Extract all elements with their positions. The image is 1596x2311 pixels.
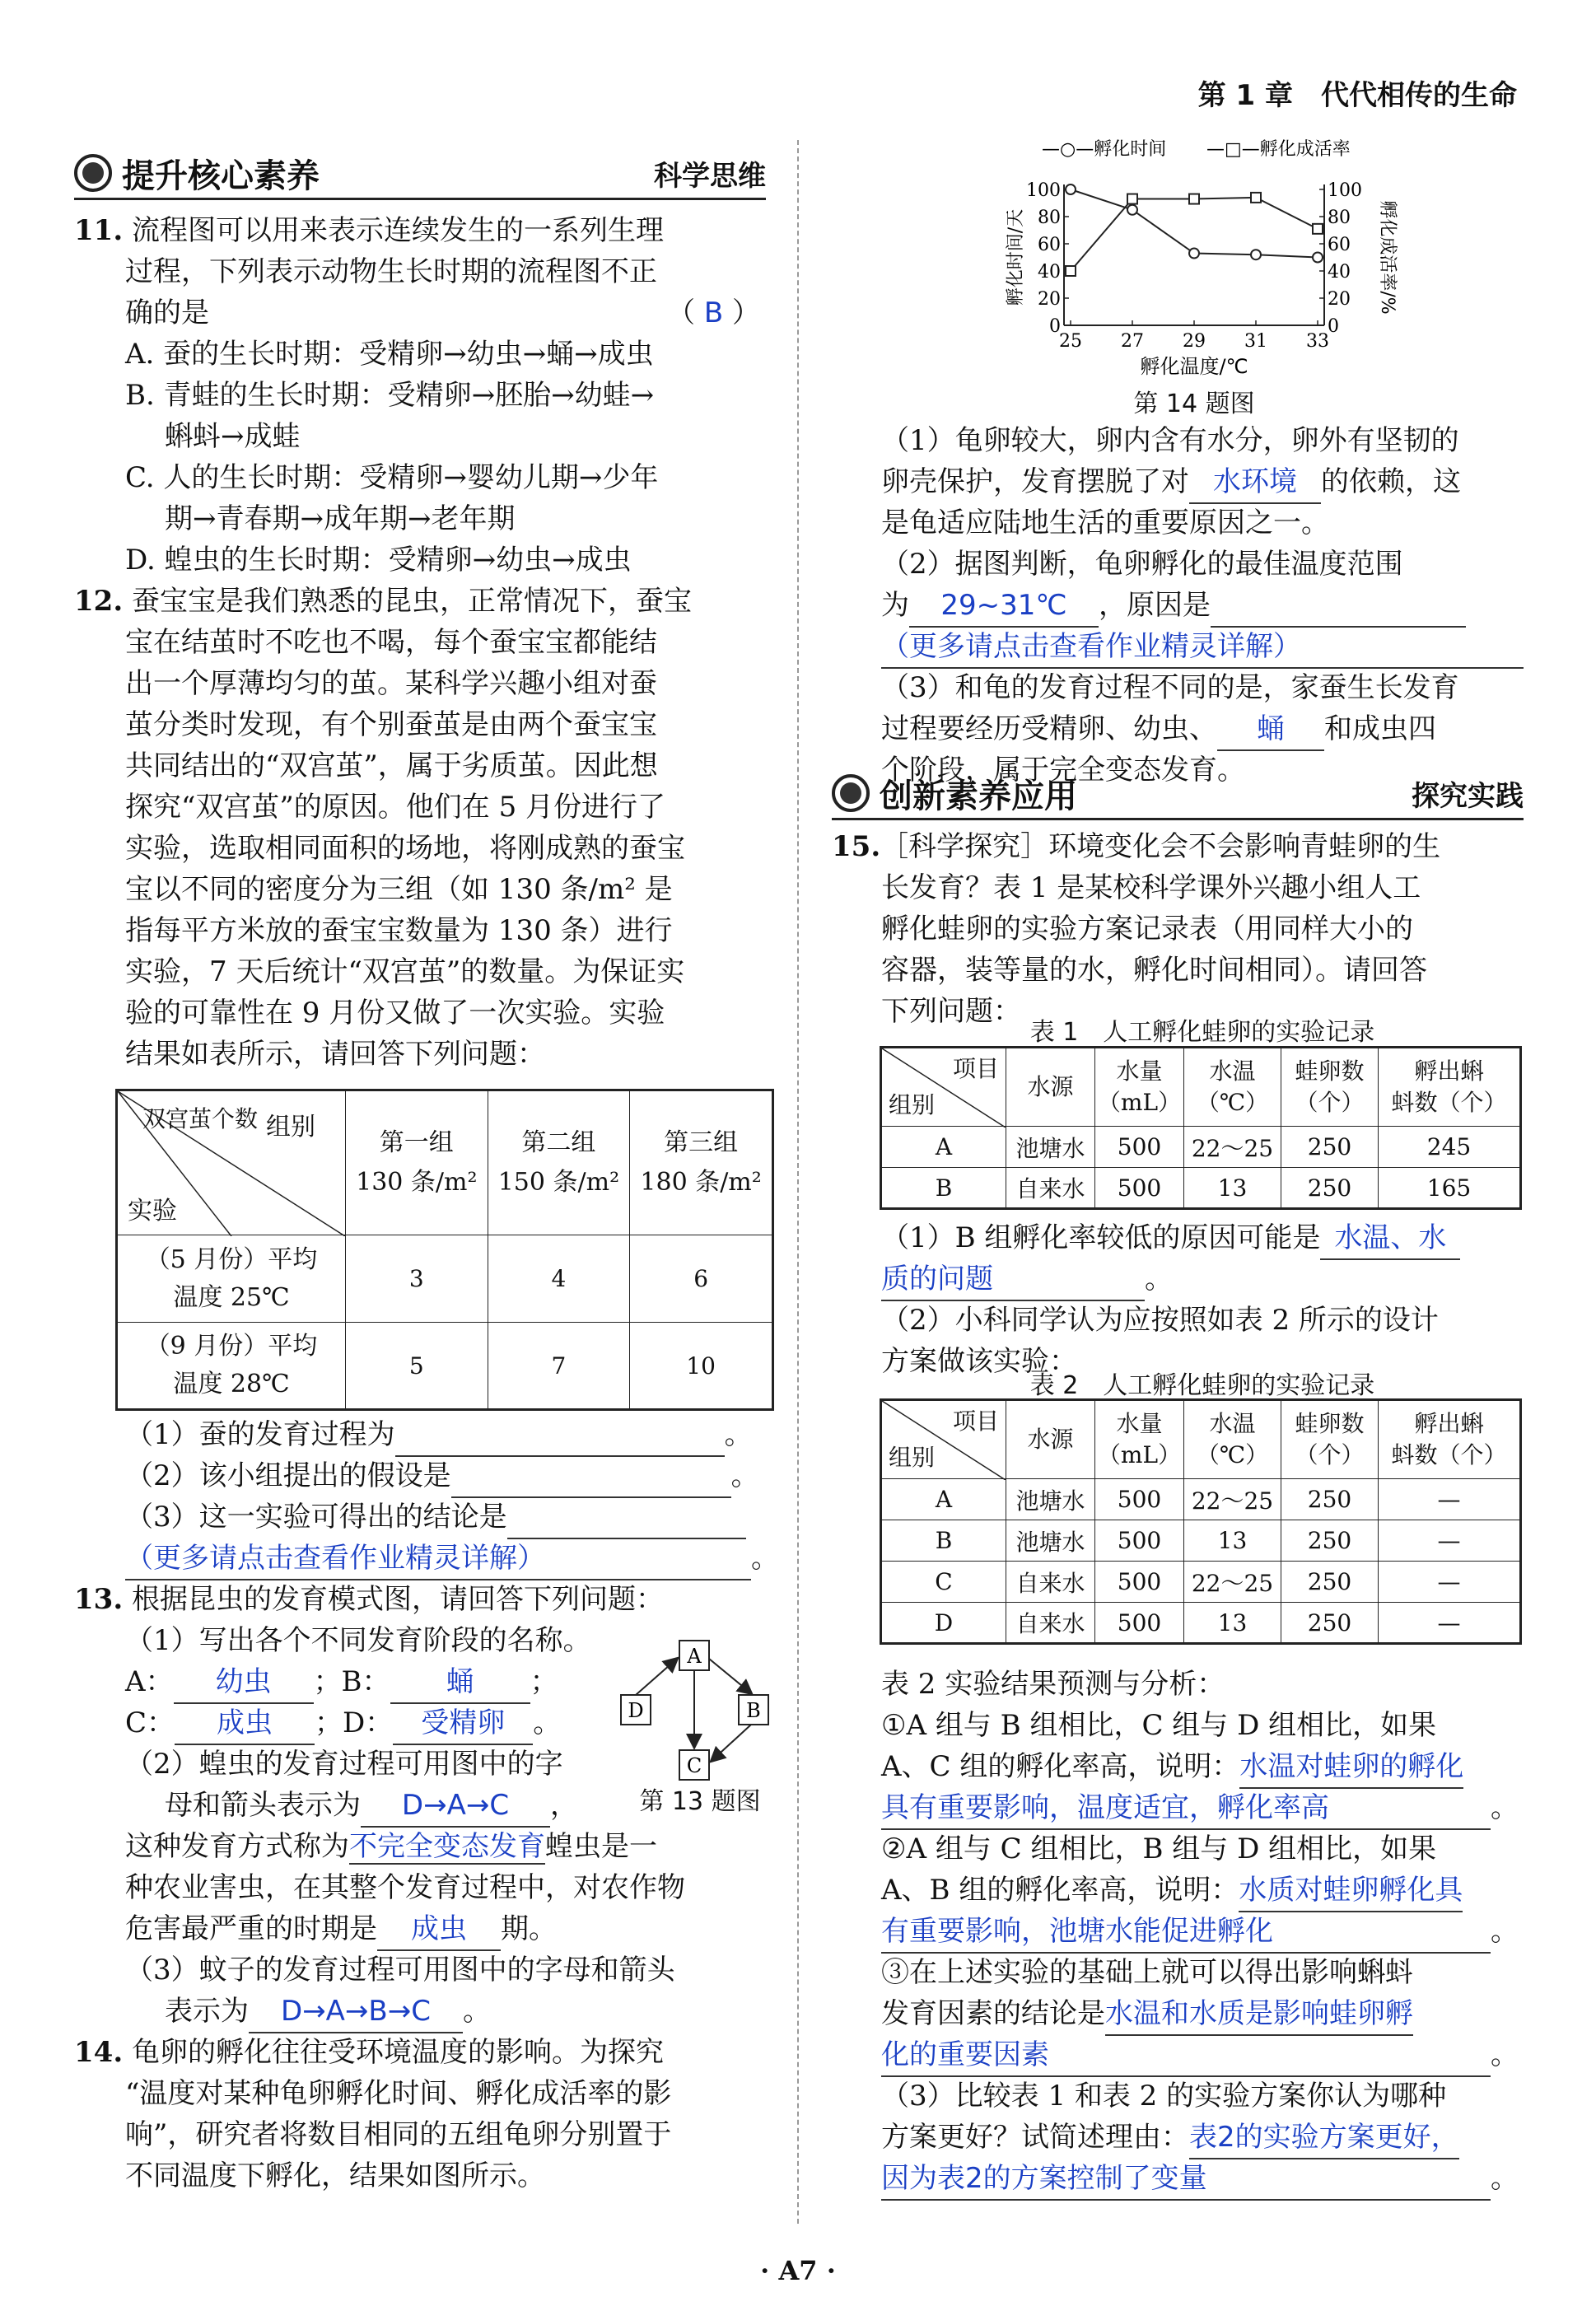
q15-s1: （1）B 组孵化率较低的原因可能是 水温、水 — [881, 1217, 1460, 1260]
table-cell: 22～25 — [1184, 1127, 1281, 1168]
table-cell: 250 — [1281, 1127, 1379, 1168]
q15-s2b: 方案做该实验： — [881, 1345, 1077, 1378]
q15-line: 下列问题： — [881, 995, 1021, 1028]
col-header: 孵出蝌 蚪数（个） — [1379, 1400, 1521, 1479]
table-row — [881, 1479, 1521, 1520]
data-point-square — [1189, 194, 1199, 204]
data-point-square — [1127, 194, 1137, 204]
q11-option-b: B. 青蛙的生长时期：受精卵→胚胎→幼蛙→ — [125, 379, 655, 412]
section-tag: 科学思维 — [654, 159, 766, 193]
q12-line: 宝以不同的密度分为三组（如 130 条/m² 是 — [125, 873, 673, 906]
table-cell: 7 — [488, 1323, 630, 1410]
table-row — [881, 1562, 1521, 1603]
q15-line: 长发育？表 1 是某校科学课外兴趣小组人工 — [881, 871, 1421, 904]
table-cell: 500 — [1095, 1168, 1184, 1209]
table-corner-cell — [117, 1090, 346, 1235]
col-header: 水量 （mL） — [1095, 1400, 1184, 1479]
table-cell: 500 — [1095, 1520, 1184, 1562]
q12-line: 共同结出的“双宫茧”，属于劣质茧。因此想 — [125, 749, 658, 782]
table-row — [881, 1127, 1521, 1168]
col-header: 孵出蝌 蚪数（个） — [1379, 1048, 1521, 1127]
table-cell: 13 — [1184, 1603, 1281, 1644]
table-cell: — — [1379, 1479, 1521, 1520]
node-a-label: A — [687, 1645, 702, 1668]
corner-bottom-label: 实验 — [128, 1197, 177, 1226]
corner-top-label: 项目 — [952, 1055, 999, 1082]
y-tick-label-left: 80 — [1038, 208, 1061, 228]
more-link[interactable]: （更多请点击查看作业精灵详解） — [125, 1538, 751, 1580]
table-cell: 22～25 — [1184, 1562, 1281, 1603]
table-cell: 13 — [1184, 1520, 1281, 1562]
q11-answer: B — [703, 296, 724, 329]
row-label: （9 月份）平均 温度 28℃ — [117, 1323, 346, 1410]
col-header: 水源 — [1006, 1048, 1095, 1127]
col-header: 蛙卵数 （个） — [1281, 1048, 1379, 1127]
q12-more[interactable]: （更多请点击查看作业精灵详解） 。 — [125, 1538, 779, 1580]
q13-s2e: 危害最严重的时期是 成虫 期。 — [125, 1908, 557, 1951]
table1-title: 表 1 人工孵化蛙卵的实验记录 — [1029, 1018, 1375, 1047]
q15-s2a: （2）小科同学认为应按照如表 2 所示的设计 — [881, 1304, 1439, 1337]
q13-s3b: 表示为 D→A→B→C 。 — [165, 1991, 491, 2033]
table-cell: 245 — [1379, 1127, 1521, 1168]
table-cell: C — [881, 1562, 1006, 1603]
q15-pred: 表 2 实验结果预测与分析： — [881, 1668, 1225, 1701]
table-cell: — — [1379, 1603, 1521, 1644]
table-cell: 5 — [346, 1323, 488, 1410]
y-tick-label-right: 100 — [1328, 180, 1362, 201]
col-header: 水温 （℃） — [1184, 1400, 1281, 1479]
table-cell: 6 — [630, 1235, 773, 1323]
y-tick-label-left: 60 — [1038, 235, 1061, 255]
section-tag: 探究实践 — [1412, 779, 1524, 813]
q12-line: 结果如表所示，请回答下列问题： — [125, 1038, 545, 1071]
q13-s2d: 种农业害虫，在其整个发育过程中，对农作物 — [125, 1871, 685, 1904]
q14-line1: 14. 龟卵的孵化往往受环境温度的影响。为探究 — [74, 2036, 664, 2069]
table-cell: 池塘水 — [1006, 1127, 1095, 1168]
y-tick-label-left: 20 — [1038, 289, 1061, 310]
q12-line: 茧分类时发现，有个别蚕茧是由两个蚕宝宝 — [125, 708, 657, 741]
chapter-header: 第 1 章 代代相传的生命 — [1197, 79, 1517, 112]
q15-s3c: 因为表2的方案控制了变量 。 — [881, 2158, 1519, 2201]
section-bullet-icon — [832, 774, 870, 812]
q14-line-chart — [988, 132, 1400, 412]
x-axis-label: 孵化温度/℃ — [1140, 355, 1248, 378]
table-row — [881, 1168, 1521, 1209]
y-tick-label-right: 80 — [1328, 208, 1351, 228]
q15-p1c: 具有重要影响，温度适宜，孵化率高 。 — [881, 1787, 1519, 1830]
series-line-1 — [1071, 198, 1318, 271]
q12-number: 12. — [74, 585, 124, 618]
q13-s2c: 这种发育方式称为不完全变态发育蝗虫是一 — [125, 1830, 657, 1863]
corner-top-label: 项目 — [952, 1408, 999, 1435]
page-number: · A7 · — [760, 2255, 836, 2286]
table-cell: 10 — [630, 1323, 773, 1410]
table-cell: — — [1379, 1520, 1521, 1562]
q15-p3b: 发育因素的结论是水温和水质是影响蛙卵孵 — [881, 1993, 1413, 2036]
q11-line3: 确的是 — [125, 296, 209, 329]
corner-top-label: 组别 — [266, 1113, 315, 1141]
x-tick-label: 31 — [1244, 331, 1267, 352]
data-point-circle — [1313, 253, 1323, 263]
table-cell: 13 — [1184, 1168, 1281, 1209]
data-point-square — [1066, 266, 1076, 276]
column-divider — [797, 140, 799, 2224]
q14-s2a: （2）据图判断，龟卵孵化的最佳温度范围 — [881, 548, 1403, 581]
table-cell: 自来水 — [1006, 1168, 1095, 1209]
q15-line1: 15.［科学探究］环境变化会不会影响青蛙卵的生 — [832, 830, 1441, 863]
table-cell: 池塘水 — [1006, 1479, 1095, 1520]
table-cell: 250 — [1281, 1562, 1379, 1603]
more-link[interactable]: （更多请点击查看作业精灵详解） — [881, 626, 1524, 669]
table-cell: 3 — [346, 1235, 488, 1323]
q13-s1: （1）写出各个不同发育阶段的名称。 — [125, 1624, 591, 1657]
q12-line: 探究“双宫茧”的原因。他们在 5 月份进行了 — [125, 791, 666, 824]
data-point-square — [1313, 224, 1323, 234]
q15-table2 — [880, 1398, 1522, 1645]
table-cell: A — [881, 1127, 1006, 1168]
data-point-circle — [1251, 250, 1261, 259]
q15-s3a: （3）比较表 1 和表 2 的实验方案你认为哪种 — [881, 2080, 1447, 2113]
q11-number: 11. — [74, 214, 124, 247]
corner-bottom-label: 组别 — [889, 1091, 936, 1118]
q11-option-b-cont: 蝌蚪→成蛙 — [165, 420, 301, 453]
q11-option-d: D. 蝗虫的生长时期：受精卵→幼虫→成虫 — [125, 544, 632, 577]
q13-intro: 13. 根据昆虫的发育模式图，请回答下列问题： — [74, 1583, 664, 1616]
table-corner-cell — [881, 1400, 1006, 1479]
section-title: 创新素养应用 — [880, 777, 1077, 815]
table-cell: 自来水 — [1006, 1603, 1095, 1644]
table-cell: 500 — [1095, 1127, 1184, 1168]
y-axis-label-right: 孵化成活率/% — [1377, 200, 1398, 315]
x-tick-label: 29 — [1183, 331, 1206, 352]
q14-line: “温度对某种龟卵孵化时间、孵化成活率的影 — [125, 2077, 672, 2110]
y-tick-label-left: 40 — [1038, 262, 1061, 282]
x-tick-label: 25 — [1059, 331, 1082, 352]
q12-line: 验的可靠性在 9 月份又做了一次实验。实验 — [125, 997, 665, 1029]
table-row — [881, 1520, 1521, 1562]
q11-answer-paren: （ B ） — [667, 296, 760, 329]
table-cell: 250 — [1281, 1520, 1379, 1562]
y-tick-label-right: 60 — [1328, 235, 1351, 255]
q12-line: 指每平方米放的蚕宝宝数量为 130 条）进行 — [125, 914, 673, 947]
q15-line: 容器，装等量的水，孵化时间相同）。请回答 — [881, 954, 1427, 987]
table-cell: B — [881, 1520, 1006, 1562]
q14-line: 不同温度下孵化，结果如图所示。 — [125, 2159, 545, 2192]
q13-cycle-diagram — [619, 1639, 776, 1787]
q12-line: 出一个厚薄均匀的茧。某科学兴趣小组对蚕 — [125, 667, 657, 700]
col-header: 水源 — [1006, 1400, 1095, 1479]
q15-p1b: A、C 组的孵化率高，说明：水温对蛙卵的孵化 — [881, 1746, 1463, 1789]
q12-line1: 12. 蚕宝宝是我们熟悉的昆虫，正常情况下，蚕宝 — [74, 585, 692, 618]
table-cell: 22～25 — [1184, 1479, 1281, 1520]
node-b-label: B — [746, 1699, 761, 1722]
section-title: 提升核心素养 — [122, 156, 320, 195]
table-cell: 自来水 — [1006, 1562, 1095, 1603]
q12-sub1: （1）蚕的发育过程为 。 — [125, 1414, 753, 1457]
group-header: 第一组 130 条/m² — [346, 1090, 488, 1235]
data-point-square — [1251, 193, 1261, 203]
table2-title: 表 2 人工孵化蛙卵的实验记录 — [1029, 1371, 1375, 1400]
table-cell: 池塘水 — [1006, 1520, 1095, 1562]
table-cell: D — [881, 1603, 1006, 1644]
q14-s1c: 是龟适应陆地生活的重要原因之一。 — [881, 507, 1329, 539]
y-axis-label-left: 孵化时间/天 — [1006, 208, 1026, 306]
q12-sub2: （2）该小组提出的假设是 。 — [125, 1455, 759, 1498]
q13-s3a: （3）蚊子的发育过程可用图中的字母和箭头 — [125, 1954, 675, 1987]
table-row — [881, 1603, 1521, 1644]
q12-line: 宝在结茧时不吃也不喝，每个蚕宝宝都能结 — [125, 626, 657, 659]
q12-line: 实验，选取相同面积的场地，将刚成熟的蚕宝 — [125, 832, 685, 865]
x-tick-label: 27 — [1121, 331, 1144, 352]
y-tick-label-right: 40 — [1328, 262, 1351, 282]
row-label: （5 月份）平均 温度 25℃ — [117, 1235, 346, 1323]
data-point-circle — [1066, 184, 1076, 194]
table-cell: 500 — [1095, 1603, 1184, 1644]
q11-option-a: A. 蚕的生长时期：受精卵→幼虫→蛹→成虫 — [125, 338, 654, 371]
table-cell: 500 — [1095, 1479, 1184, 1520]
q15-line: 孵化蛙卵的实验方案记录表（用同样大小的 — [881, 913, 1413, 945]
q14-more[interactable] — [881, 626, 1524, 669]
col-header: 水温 （℃） — [1184, 1048, 1281, 1127]
q12-line: 实验，7 天后统计“双宫茧”的数量。为保证实 — [125, 955, 685, 988]
table-cell: B — [881, 1168, 1006, 1209]
table-cell: 4 — [488, 1235, 630, 1323]
node-d-label: D — [628, 1699, 644, 1722]
q12-sub3: （3）这一实验可得出的结论是 — [125, 1496, 746, 1539]
q13-cd: C： 成虫 ；D： 受精卵 。 — [125, 1702, 561, 1745]
y-tick-label-right: 20 — [1328, 289, 1351, 310]
q14-s3c: 个阶段，属于完全变态发育。 — [881, 754, 1245, 787]
y-tick-label-left: 0 — [1049, 316, 1061, 337]
table-cell: 165 — [1379, 1168, 1521, 1209]
q15-p2a: ②A 组与 C 组相比，B 组与 D 组相比，如果 — [881, 1832, 1437, 1865]
q11-option-c: C. 人的生长时期：受精卵→婴幼儿期→少年 — [125, 461, 659, 494]
q13-ab: A： 幼虫 ；B： 蛹 ； — [125, 1661, 558, 1704]
data-point-circle — [1189, 249, 1199, 259]
q14-s1b: 卵壳保护，发育摆脱了对 水环境 的依赖，这 — [881, 461, 1461, 504]
q15-p3a: ③在上述实验的基础上就可以得出影响蝌蚪 — [881, 1956, 1413, 1989]
chart-caption: 第 14 题图 — [1133, 390, 1255, 418]
group-header: 第三组 180 条/m² — [630, 1090, 773, 1235]
q11-line1 — [74, 210, 664, 251]
q12-table — [115, 1089, 774, 1411]
q14-line: 响”，研究者将数目相同的五组龟卵分别置于 — [125, 2118, 672, 2151]
legend-entry: —○—孵化时间 — [1042, 139, 1167, 160]
y-tick-label-left: 100 — [1026, 180, 1061, 201]
col-header: 蛙卵数 （个） — [1281, 1400, 1379, 1479]
q15-s1-cont: 质的问题 。 — [881, 1258, 1173, 1301]
y-tick-label-right: 0 — [1328, 316, 1339, 337]
group-header: 第二组 150 条/m² — [488, 1090, 630, 1235]
table-cell: 250 — [1281, 1603, 1379, 1644]
q13-caption: 第 13 题图 — [639, 1787, 761, 1816]
col-header: 水量 （mL） — [1095, 1048, 1184, 1127]
section-header-innovation — [832, 768, 1524, 820]
q15-table1 — [880, 1046, 1522, 1210]
table-cell: A — [881, 1479, 1006, 1520]
q11-line2: 过程，下列表示动物生长时期的流程图不正 — [125, 255, 657, 288]
table-cell: 500 — [1095, 1562, 1184, 1603]
q14-s2b: 为 29~31℃ ，原因是 — [881, 585, 1466, 628]
q14-s1a: （1）龟卵较大，卵内含有水分，卵外有坚韧的 — [881, 424, 1459, 457]
legend-entry: —□—孵化成活率 — [1206, 139, 1351, 160]
section-bullet-icon — [74, 154, 112, 192]
table-cell: — — [1379, 1562, 1521, 1603]
q15-p3c: 化的重要因素 。 — [881, 2034, 1519, 2077]
section-header-core — [74, 148, 766, 200]
q15-p2b: A、B 组的孵化率高，说明：水质对蛙卵孵化具 — [881, 1870, 1463, 1912]
q11-text: 流程图可以用来表示连续发生的一系列生理 — [131, 214, 664, 247]
q15-p1a: ①A 组与 B 组相比，C 组与 D 组相比，如果 — [881, 1709, 1437, 1742]
q13-s2b: 母和箭头表示为 D→A→C ， — [165, 1785, 578, 1828]
q13-s2a: （2）蝗虫的发育过程可用图中的字 — [125, 1748, 563, 1781]
data-point-circle — [1127, 205, 1137, 215]
table-cell: 250 — [1281, 1168, 1379, 1209]
x-tick-label: 33 — [1306, 331, 1329, 352]
table-corner-cell — [881, 1048, 1006, 1127]
q15-p2c: 有重要影响，池塘水能促进孵化 。 — [881, 1911, 1519, 1954]
q15-s3b: 方案更好？试简述理由：表2的实验方案更好， — [881, 2117, 1459, 2159]
table-cell: 250 — [1281, 1479, 1379, 1520]
corner-bottom-label: 组别 — [889, 1444, 936, 1471]
q14-s3b: 过程要经历受精卵、幼虫、 蛹 和成虫四 — [881, 708, 1436, 751]
corner-mid-label: 双宫茧个数 — [142, 1105, 259, 1132]
node-c-label: C — [686, 1754, 702, 1777]
q11-option-c-cont: 期→青春期→成年期→老年期 — [165, 502, 516, 535]
q14-s3a: （3）和龟的发育过程不同的是，家蚕生长发育 — [881, 671, 1459, 704]
